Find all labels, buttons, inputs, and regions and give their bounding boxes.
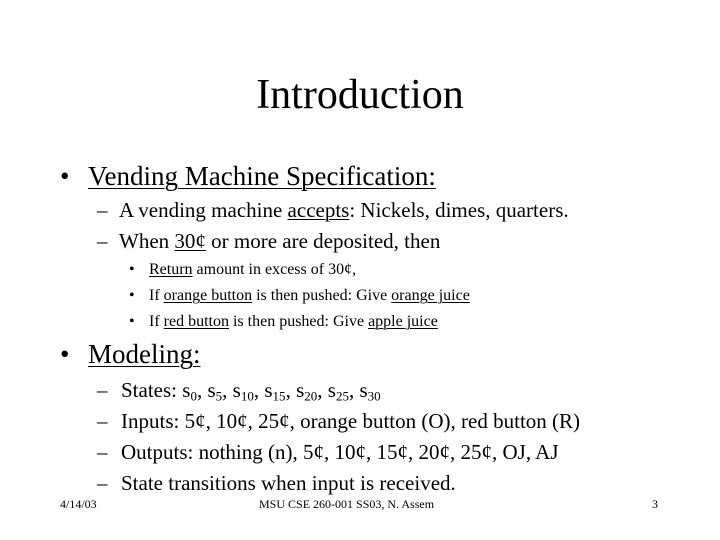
state-s30: $s_{30}$ — [359, 378, 381, 404]
dash-icon: – — [97, 409, 108, 433]
bullet-icon: • — [60, 339, 70, 369]
dash-icon: – — [97, 378, 108, 402]
dash-icon: – — [97, 229, 108, 253]
state-s5: $s_5$ — [207, 378, 223, 404]
modeling-item-text: States: $s_0$, $s_5$, $s_{10}$, $s_{15}$, $s_{20}$, $s_{25}$, $s_{30}$ — [121, 378, 381, 404]
state-s25: $s_{25}$ — [327, 378, 349, 404]
bullet-icon: • — [129, 261, 135, 278]
footer-page-number: 3 — [652, 497, 658, 511]
underlined-term: 30¢ — [174, 229, 206, 253]
state-s0: $s_0$ — [182, 378, 197, 404]
spec-item-text: When 30¢ or more are deposited, then — [119, 229, 441, 253]
underlined-term: accepts — [287, 198, 350, 222]
footer-course: MSU CSE 260-001 SS03, N. Assem — [259, 497, 435, 511]
section-heading-text: Vending Machine Specification: — [88, 161, 436, 191]
underlined-term: orange button — [163, 287, 253, 304]
modeling-item-text: Outputs: nothing (n), 5¢, 10¢, 15¢, 20¢, 25¢, OJ, AJ — [121, 440, 559, 464]
subitem-text: If red button is then pushed: Give apple juice — [149, 313, 438, 330]
subitem-text: If orange button is then pushed: Give orange juice — [149, 287, 470, 304]
bullet-icon: • — [129, 287, 135, 304]
dash-icon: – — [97, 471, 108, 495]
modeling-item-text: Inputs: 5¢, 10¢, 25¢, orange button (O), red button (R) — [121, 409, 581, 433]
state-s10: $s_{10}$ — [232, 378, 254, 404]
subitem-text: Return amount in excess of 30¢, — [149, 261, 357, 278]
spec-item-text: A vending machine accepts: Nickels, dimes, quarters. — [119, 198, 569, 222]
dash-icon: – — [97, 198, 108, 222]
bullet-icon: • — [60, 161, 70, 191]
dash-icon: – — [97, 440, 108, 464]
underlined-term: Return — [149, 261, 193, 278]
footer-date: 4/14/03 — [60, 497, 97, 511]
underlined-term: orange juice — [391, 287, 470, 304]
section-heading-text: Modeling: — [88, 339, 201, 369]
slide-title: Introduction — [256, 72, 464, 118]
underlined-term: apple juice — [368, 313, 438, 330]
state-s15: $s_{15}$ — [264, 378, 286, 404]
state-s20: $s_{20}$ — [296, 378, 318, 404]
underlined-term: red button — [163, 313, 229, 330]
bullet-icon: • — [129, 313, 135, 330]
modeling-item-text: State transitions when input is received. — [121, 471, 456, 495]
